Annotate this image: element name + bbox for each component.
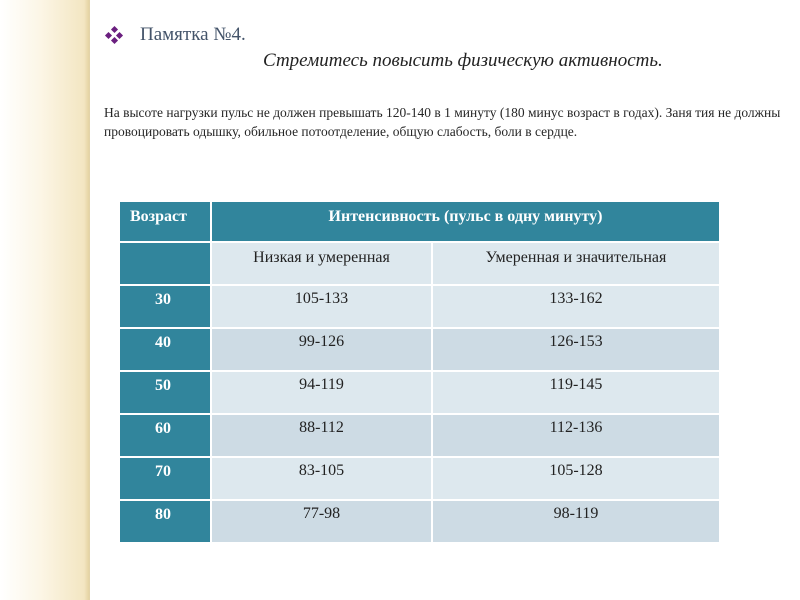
table-header-row — [119, 201, 720, 242]
age-cell: 80 — [119, 500, 211, 543]
low-intensity-cell: 105-133 — [211, 285, 432, 328]
age-column-header: Возраст — [119, 201, 211, 242]
table-row — [119, 414, 720, 457]
age-cell: 40 — [119, 328, 211, 371]
age-subheader-empty — [119, 242, 211, 285]
low-intensity-cell: 94-119 — [211, 371, 432, 414]
memo-heading — [106, 24, 246, 46]
high-intensity-cell: 133-162 — [432, 285, 720, 328]
memo-subtitle: Стремитесь повысить физическую активность. — [263, 50, 663, 71]
pulse-table — [118, 200, 721, 544]
slide-side-band-edge — [89, 0, 90, 600]
age-cell: 60 — [119, 414, 211, 457]
high-intensity-cell: 98-119 — [432, 500, 720, 543]
age-cell: 30 — [119, 285, 211, 328]
age-cell: 70 — [119, 457, 211, 500]
high-intensity-cell: 126-153 — [432, 328, 720, 371]
high-intensity-header: Умеренная и значительная — [432, 242, 720, 285]
intensity-column-header: Интенсивность (пульс в одну минуту) — [211, 201, 720, 242]
diamond-bullet-icon — [106, 27, 122, 43]
table-row — [119, 371, 720, 414]
low-intensity-cell: 77-98 — [211, 500, 432, 543]
slide-side-band — [0, 0, 89, 600]
low-intensity-cell: 99-126 — [211, 328, 432, 371]
low-intensity-header: Низкая и умеренная — [211, 242, 432, 285]
low-intensity-cell: 88-112 — [211, 414, 432, 457]
high-intensity-cell: 119-145 — [432, 371, 720, 414]
memo-intro-text: На высоте нагрузки пульс не должен превышать 120-140 в 1 минуту (180 минус возраст в годах). Заня тия не должны провоцировать одышку, обильное потоотделение, общую слабость, боли в сердце. — [104, 105, 781, 139]
high-intensity-cell: 112-136 — [432, 414, 720, 457]
low-intensity-cell: 83-105 — [211, 457, 432, 500]
age-cell: 50 — [119, 371, 211, 414]
table-row — [119, 328, 720, 371]
memo-title: Памятка №4. — [140, 24, 246, 45]
table-subheader-row — [119, 242, 720, 285]
table-row — [119, 500, 720, 543]
high-intensity-cell: 105-128 — [432, 457, 720, 500]
table-row — [119, 457, 720, 500]
table-row — [119, 285, 720, 328]
